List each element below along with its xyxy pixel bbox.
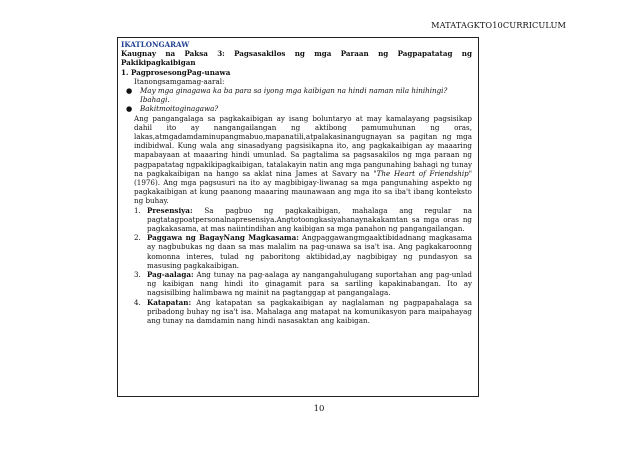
- item-text: Sa pagbuo ng pagkakaibigan, mahalaga ang regular na pagtatagpoatpersonalnapresensiya.Angtotoongkasiyahanaynakakamtan sa mga oras ng pagkakasama, at mas naiintindihan ang kaibigan sa mga panahon ng pangangailangan.: [147, 205, 472, 234]
- bullet-icon: ●: [126, 104, 133, 114]
- running-header: MATATAGKTO10CURRICULUM: [431, 20, 566, 30]
- content-table-cell: [117, 37, 479, 397]
- item-body: [147, 270, 472, 298]
- item-number: 2.: [134, 233, 141, 243]
- bullet-icon: ●: [126, 86, 133, 96]
- item-term: Presensiya:: [147, 205, 193, 215]
- item-number: 3.: [134, 270, 141, 280]
- question-text: May mga ginagawa ka ba para sa iyong mga kaibigan na hindi naman nila hinihingi? Ibahagi.: [140, 86, 448, 105]
- question-text: Bakitmoitoginagawa?: [140, 104, 219, 114]
- list-item: [121, 270, 472, 298]
- step-heading: 1. PagprosesongPag-unawa: [121, 67, 231, 77]
- item-body: [147, 298, 472, 326]
- question-item: [121, 104, 472, 113]
- page-number: 10: [313, 404, 325, 414]
- question-item: [121, 86, 472, 104]
- intro-text: Ang pangangalaga sa pagkakaibigan ay isang boluntaryo at may kamalayang pagsisikap dahil ito ay nangangailangan ng aktibong pamumuhunan ng oras, lakas,atmgadamdaminupangmabuo,mapanatili,atpalakasinangugnayan sa pagitan ng mga indibidwal. Kung wala ang sinasadyang pagsisikapna ito, ang pagkakaibigan ay maaaring mapabayaan at maaaring hindi umunlad. Sa pagtalima sa pagsasakilos ng mga paraan ng pagpapatatag ngpakikipagkaibigan, tatalakayin natin ang mga pangunahing bahagi ng tunay na pagkakaibigan na hango sa aklat nina James at Savary na: [134, 113, 472, 178]
- item-term: Pag-aalaga:: [147, 270, 194, 280]
- book-title: "The Heart of Friendship": [373, 168, 472, 178]
- lesson-content: [121, 40, 472, 325]
- item-term: Katapatan:: [147, 297, 192, 307]
- item-number: 4.: [134, 297, 141, 307]
- list-item: [121, 298, 472, 326]
- intro-paragraph: [121, 114, 472, 206]
- instruction-text: Itanongsamgamag-aaral:: [134, 76, 225, 86]
- topic-subtitle: Kaugnay na Paksa 3: Pagsasakilos ng mga Paraan ng Pagpapatatag ng Pakikipagkaibigan: [121, 49, 472, 68]
- intro-text-end: (1976). Ang mga pagsusuri na ito ay magbibigay-liwanag sa mga pangunahing aspekto ng pagkakaibigan at kung paanong maaaring maunawaan ang mga ito sa iba't ibang konteksto ng buhay.: [134, 178, 472, 206]
- section-title: IKATLONGARAW: [121, 40, 190, 49]
- item-number: 1.: [134, 205, 141, 215]
- item-text: Angpaggawangmgaaktibidadnang magkasama ay nagbubukas ng daan sa mas malalim na pag-unawa sa isa't isa. Ang pagkakaroonng komonna interes, tulad ng paboritong aktibidad,ay nagbibigay ng pundasyon sa masusing pagkakaibigan.: [147, 233, 472, 270]
- item-text: Ang katapatan sa pagkakaibigan ay naglalaman ng pagpapahalaga sa pribadong buhay ng isa't isa. Mahalaga ang matapat na komunikasyon para maipahayag ang tunay na damdamin nang hindi nasasaktan ang kaibigan.: [147, 297, 472, 326]
- item-text: Ang tunay na pag-aalaga ay nangangahulugang suportahan ang pag-unlad ng kaibigan nang hindi ito ginagamit para sa sariling kapakinabangan. Ito ay nagsisilbing halimbawa ng mainit na pagtanggap at pangangalaga.: [147, 270, 472, 298]
- item-body: [147, 233, 472, 270]
- list-item: [121, 233, 472, 270]
- list-item: [121, 206, 472, 234]
- item-body: [147, 206, 472, 234]
- item-term: Paggawa ng BagayNang Magkasama:: [147, 233, 299, 243]
